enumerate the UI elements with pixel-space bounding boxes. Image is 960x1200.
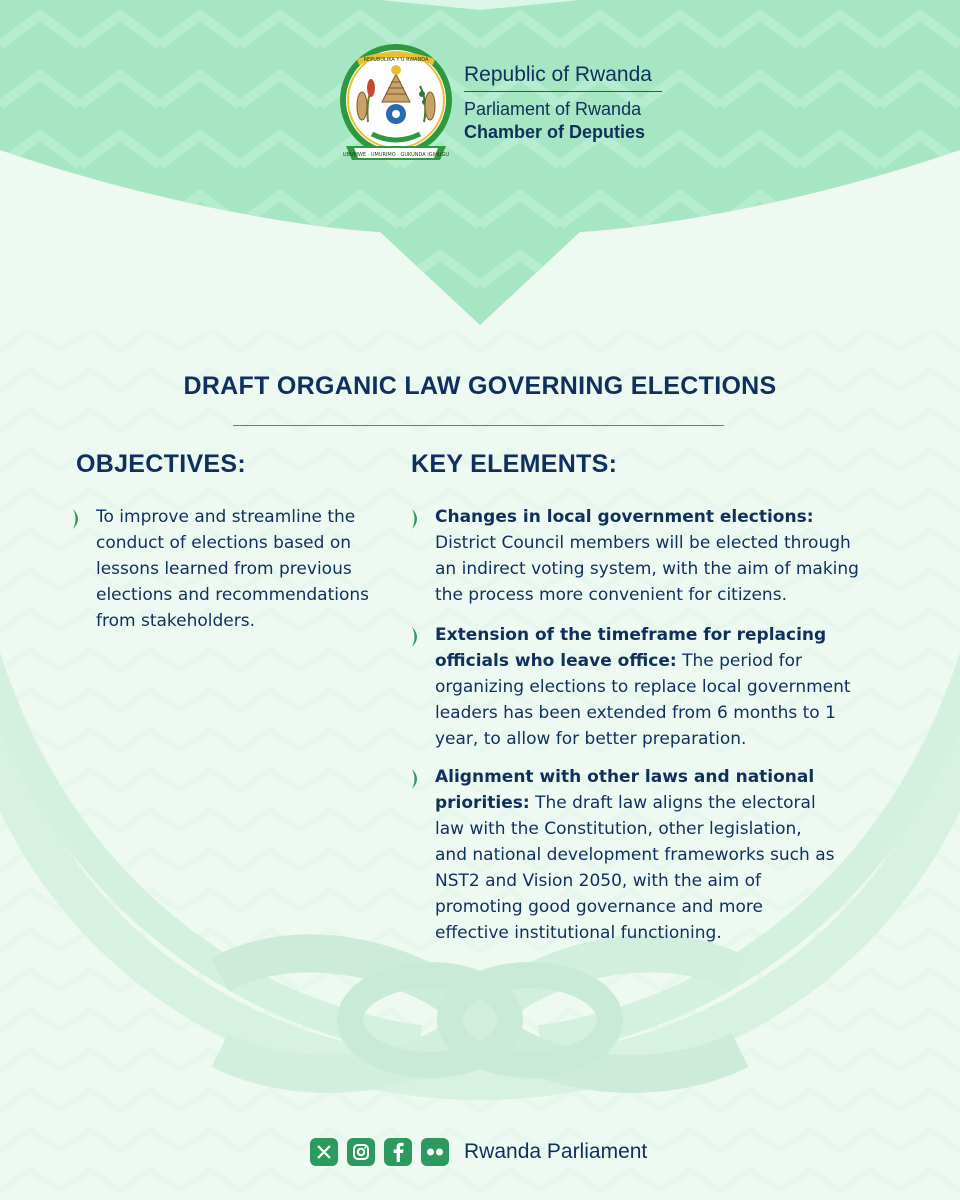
objectives-heading: OBJECTIVES: — [76, 450, 246, 478]
chamber-name: Chamber of Deputies — [464, 122, 646, 142]
key-element-line: District Council members will be elected through — [435, 533, 851, 553]
key-element-line: law with the Constitution, other legislation, — [435, 819, 802, 839]
header-band — [0, 0, 960, 330]
x-icon[interactable] — [310, 1138, 338, 1166]
key-element-label: Extension of the timeframe for replacing — [435, 625, 827, 645]
parliament-name: Parliament of Rwanda — [464, 99, 642, 119]
social-handle: Rwanda Parliament — [464, 1140, 648, 1163]
instagram-icon[interactable] — [347, 1138, 375, 1166]
facebook-icon[interactable] — [384, 1138, 412, 1166]
organization-block — [464, 62, 664, 144]
key-element-line: the process more convenient for citizens. — [435, 585, 787, 605]
objective-line: from stakeholders. — [96, 611, 256, 631]
key-element-line: The period for — [676, 651, 803, 671]
key-element-label: officials who leave office: — [435, 651, 677, 671]
key-element-line: leaders has been extended from 6 months to 1 — [435, 703, 836, 723]
key-element-item — [435, 764, 895, 946]
bullet-icon — [409, 626, 423, 648]
key-element-line: promoting good governance and more — [435, 897, 763, 917]
key-element-line: year, to allow for better preparation. — [435, 729, 747, 749]
social-footer — [310, 1137, 647, 1167]
key-element-line: NST2 and Vision 2050, with the aim of — [435, 871, 761, 891]
svg-text:UBUMWE · UMURIMO · GUKUNDA IGI: UBUMWE · UMURIMO · GUKUNDA IGIHUGU — [342, 152, 450, 158]
bullet-icon — [409, 508, 423, 530]
key-element-item — [435, 504, 895, 608]
key-element-item — [435, 622, 895, 752]
key-elements-heading: KEY ELEMENTS: — [411, 450, 618, 478]
key-element-label: priorities: — [435, 793, 530, 813]
title-divider — [233, 425, 724, 426]
objective-item — [96, 504, 386, 634]
objective-line: lessons learned from previous — [96, 559, 352, 579]
key-element-line: organizing elections to replace local government — [435, 677, 851, 697]
objective-line: To improve and streamline the — [96, 507, 356, 527]
republic-name: Republic of Rwanda — [464, 63, 652, 86]
key-element-line: an indirect voting system, with the aim of making — [435, 559, 859, 579]
bullet-icon — [409, 768, 423, 790]
key-element-line: and national development frameworks such as — [435, 845, 835, 865]
flickr-icon[interactable] — [421, 1138, 449, 1166]
page-title: DRAFT ORGANIC LAW GOVERNING ELECTIONS — [183, 372, 777, 400]
key-element-line: effective institutional functioning. — [435, 923, 722, 943]
svg-text:REPUBULIKA Y'U RWANDA: REPUBULIKA Y'U RWANDA — [363, 57, 429, 63]
key-element-label: Changes in local government elections: — [435, 507, 814, 527]
objective-line: elections and recommendations — [96, 585, 370, 605]
rwanda-coat-of-arms-emblem — [336, 42, 456, 168]
header-divider — [464, 91, 662, 92]
key-element-label: Alignment with other laws and national — [435, 767, 815, 787]
key-element-line: The draft law aligns the electoral — [529, 793, 816, 813]
bullet-icon — [70, 508, 84, 530]
objective-line: conduct of elections based on — [96, 533, 351, 553]
